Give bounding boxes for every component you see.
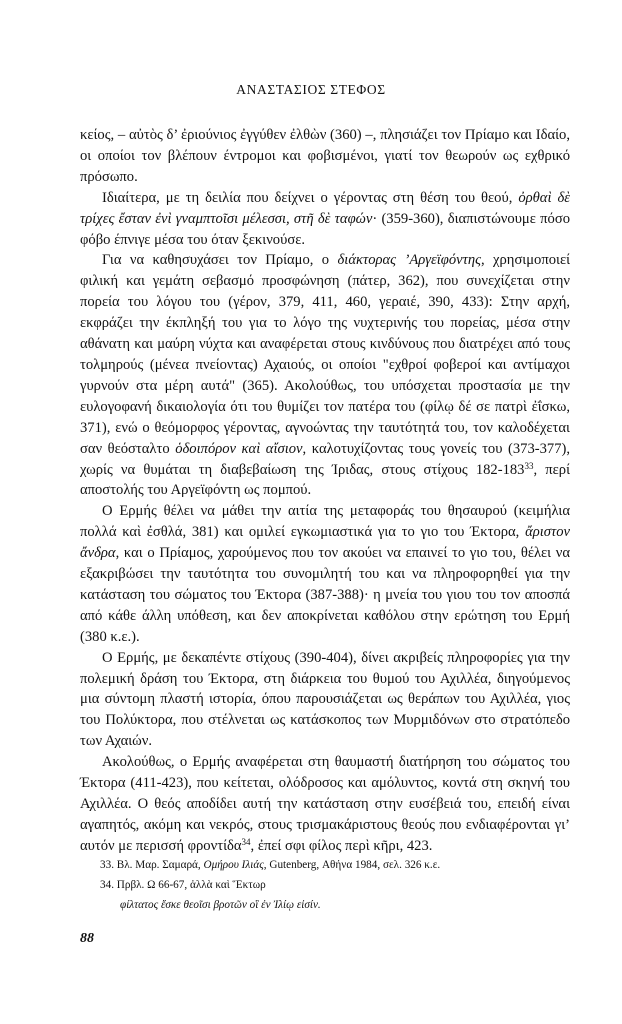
paragraph-5 <box>80 648 570 753</box>
p4-greek-phrase: ἄριστον ἄνδρα <box>80 524 570 562</box>
footnote-34 <box>100 875 560 895</box>
fn33-text-a: 33. Βλ. Μαρ. Σαμαρά, <box>100 859 204 871</box>
p6-text-a: Ακολούθως, ο Ερμής αναφέρεται στη θαυμαστή διατήρηση του σώματος του Έκτορα (411-423), που κείτεται, ολόδροσος και αμόλυντος, κοντά στη σκηνή του Αχιλλέα. Ο θεός αποδίδει αυτή την κατάσταση στην ευσέβειά του, επειδή είναι αγαπητός, ακόμη και νεκρός, στους τρισμακάριστους θεούς που ενδιαφέρονται γι’ αυτόν με περισσή φροντίδα <box>80 754 570 854</box>
p3-text-c: , χρησιμοποιεί φιλική και γεμάτη σεβασμό προσφώνηση (πάτερ, 362), που συνεχίζεται στην πορεία του λόγου του (γέρον, 379, 411, 460, γεραιέ, 390, 433): Στην αρχή, εκφράζει την έκπληξή του για το λόγο της νυχτερινής του πορείας, μέσα στην αθάνατη και μαύρη νύχτα και αναφέρεται στους κινδύνους που διατρέχει από τους τολμηρούς (μένεα πνείοντας) Αχαιούς, οι οποίοι "εχθροί φοβεροί και αντίμαχοι γυρνούν στα μέρη αυτά" (365). Ακολούθως, του υπόσχεται προστασία με την ευλογοφανή δικαιολογία ότι του θυμίζει τον πατέρα του (φίλῳ δέ σε πατρὶ ἐΐσκω, 371), ενώ ο θεόμορφος γέροντας, αγνοώντας την ταυτότητά του, τον καλοδέχεται σαν θεόσταλτο <box>80 252 570 457</box>
paragraph-4 <box>80 501 570 647</box>
fn33-text-c: , Gutenberg, Αθήνα 1984, σελ. 326 κ.ε. <box>263 859 441 871</box>
page-number: 88 <box>80 931 94 946</box>
p2-text-c: · (359-360), διαπιστώνουμε πόσο φόβο έπνιγε μέσα του όταν ξεκινούσε. <box>80 210 570 248</box>
p1-text: κείος, – αὐτὸς δ’ ἐριούνιος ἐγγύθεν ἐλθὼν (360) –, πλησιάζει τον Πρίαμο και Ιδαίο, οι οποίοι τον βλέπουν έντρομοι και φοβισμένοι, γιατί τον θεωρούν ως εχθρικό πρόσωπο. <box>80 127 570 185</box>
paragraph-1 <box>80 125 570 188</box>
p2-greek-quote: ὀρθαὶ δὲ τρίχες ἔσταν ἐνὶ γναμπτοῖσι μέλεσσι, στῆ δὲ ταφών <box>80 189 570 227</box>
running-header: ΑΝΑΣΤΑΣΙΟΣ ΣΤΕΦΟΣ <box>236 82 386 97</box>
footnote-ref-33: 33 <box>524 460 534 471</box>
p4-text-a: Ο Ερμής θέλει να μάθει την αιτία της μεταφοράς του θησαυρού (κειμήλια πολλά καὶ ἐσθλά, 381) και ομιλεί εγκωμιαστικά για το γιο του Έκτορα, <box>80 503 570 541</box>
p3-text-f: , περί αποστολής του Αργεϊφόντη ως πομπού. <box>80 461 570 499</box>
fn34-greek-quote: φίλτατος ἔσκε θεοῖσι βροτῶν οἳ ἐν Ἰλίῳ εἰσίν. <box>120 899 321 911</box>
p3-greek-phrase: ὁδοιπόρον καὶ αἴσιον <box>175 440 303 457</box>
paragraph-3 <box>80 250 570 501</box>
paragraph-2 <box>80 188 570 251</box>
p3-text-a: Για να καθησυχάσει τον Πρίαμο, ο <box>102 252 338 269</box>
body-text <box>80 125 570 857</box>
footnote-33 <box>100 855 560 875</box>
paragraph-6 <box>80 752 570 857</box>
p3-text-e: , καλοτυχίζοντας τους γονείς του (373-377), χωρίς να θυμάται τη διαβεβαίωση της Ίριδας, στους στίχους 182-183 <box>80 440 570 478</box>
footnotes <box>100 855 560 915</box>
p4-text-c: , και ο Πρίαμος, χαρούμενος που τον ακούει να επαινεί το γιο του, θέλει να εξακριβώσει την ταυτότητα του συνομιλητή του και να πληροφορηθεί για την κατάσταση του σώματος του Έκτορα (387-388)· η μνεία του γιου του τον αποσπά από κάθε άλλη υπόθεση, και δεν αποκρίνεται καθόλου στην ερώτηση του Ερμή (380 κ.ε.). <box>80 545 570 645</box>
fn33-book-title: Ομήρου Ιλιάς <box>203 859 264 871</box>
fn34-text-a: 34. Πρβλ. Ω 66-67, ἀλλὰ καὶ Ἕκτωρ <box>100 879 266 891</box>
p5-text: Ο Ερμής, με δεκαπέντε στίχους (390-404), δίνει ακριβείς πληροφορίες για την πολεμική δράση του Έκτορα, στη διάρκεια του θυμού του Αχιλλέα, διηγούμενος μια σύντομη πλαστή ιστορία, όπου παρουσιάζεται ως θεράπων του Αχιλλέα, γιος του Πολύκτορα, που στέλνεται ως κατάσκοπος των Μυρμιδόνων στο στρατόπεδο των Αχαιών. <box>80 649 570 750</box>
p6-text-b: , ἐπεί σφι φίλος περὶ κῆρι, 423. <box>250 837 433 854</box>
footnote-34-quote <box>100 895 560 915</box>
footnote-ref-34: 34 <box>241 836 251 847</box>
p2-text-a: Ιδιαίτερα, με τη δειλία που δείχνει ο γέροντας στη θέση του θεού, <box>102 189 519 206</box>
p3-greek-epithet: διάκτορας ’Αργεϊφόντης <box>337 252 482 269</box>
